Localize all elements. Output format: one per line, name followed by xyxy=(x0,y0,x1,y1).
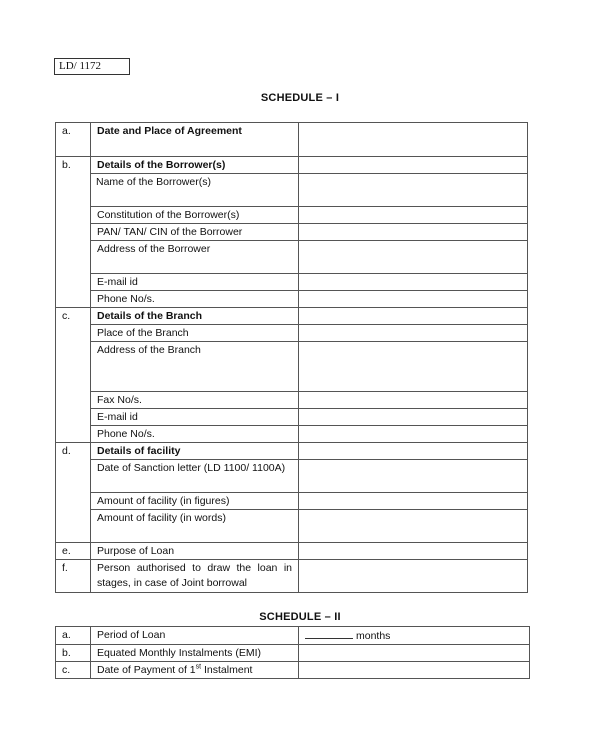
ordinal-suffix: st xyxy=(195,663,202,671)
schedule-1-title: SCHEDULE – I xyxy=(260,92,340,104)
field-label: Address of the Branch xyxy=(91,342,299,392)
table-row xyxy=(56,157,528,174)
row-letter: c. xyxy=(56,308,91,325)
field-label: Fax No/s. xyxy=(91,392,299,409)
table-row xyxy=(56,274,528,291)
value-cell[interactable] xyxy=(299,409,528,426)
field-label: Place of the Branch xyxy=(91,325,299,342)
value-cell[interactable] xyxy=(299,493,528,510)
table-row xyxy=(56,560,528,593)
table-row xyxy=(56,426,528,443)
field-label: Person authorised to draw the loan in stages, in case of Joint borrowal xyxy=(91,560,299,593)
table-row xyxy=(56,645,530,662)
field-label: Name of the Borrower(s) xyxy=(91,174,299,207)
row-letter: a. xyxy=(56,123,91,157)
value-cell[interactable] xyxy=(299,342,528,392)
table-row xyxy=(56,662,530,679)
table-row xyxy=(56,510,528,543)
label-suffix: Instalment xyxy=(201,664,253,676)
section-heading: Details of the Branch xyxy=(91,308,299,325)
row-letter: f. xyxy=(56,560,91,593)
table-row xyxy=(56,342,528,392)
value-cell[interactable] xyxy=(299,662,530,679)
value-cell xyxy=(299,157,528,174)
field-label: Constitution of the Borrower(s) xyxy=(91,207,299,224)
value-cell[interactable] xyxy=(299,510,528,543)
field-label: Address of the Borrower xyxy=(91,241,299,274)
table-row xyxy=(56,224,528,241)
value-cell xyxy=(299,443,528,460)
value-cell[interactable] xyxy=(299,325,528,342)
row-letter: a. xyxy=(56,627,91,645)
row-letter: b. xyxy=(56,157,91,174)
value-cell[interactable] xyxy=(299,560,528,593)
value-cell[interactable] xyxy=(299,291,528,308)
field-label: Equated Monthly Instalments (EMI) xyxy=(91,645,299,662)
table-row xyxy=(56,241,528,274)
value-cell[interactable] xyxy=(299,426,528,443)
table-row xyxy=(56,308,528,325)
months-unit: months xyxy=(356,630,391,642)
field-label: E-mail id xyxy=(91,409,299,426)
value-cell[interactable] xyxy=(299,460,528,493)
schedule-2-table xyxy=(55,626,530,679)
schedule-1-table xyxy=(55,122,528,593)
value-cell[interactable] xyxy=(299,207,528,224)
row-letter: c. xyxy=(56,662,91,679)
field-label: Amount of facility (in words) xyxy=(91,510,299,543)
table-row xyxy=(56,291,528,308)
value-cell[interactable] xyxy=(299,274,528,291)
section-heading: Details of facility xyxy=(91,443,299,460)
row-letter: e. xyxy=(56,543,91,560)
table-row xyxy=(56,493,528,510)
table-row xyxy=(56,174,528,207)
table-row xyxy=(56,325,528,342)
table-row xyxy=(56,123,528,157)
field-label: Date and Place of Agreement xyxy=(91,123,299,157)
table-row xyxy=(56,543,528,560)
field-label xyxy=(91,662,299,679)
value-cell xyxy=(299,308,528,325)
value-cell[interactable] xyxy=(299,543,528,560)
row-letter: d. xyxy=(56,443,91,460)
value-cell[interactable] xyxy=(299,241,528,274)
months-blank[interactable] xyxy=(305,628,353,639)
value-cell[interactable] xyxy=(299,174,528,207)
field-label: Amount of facility (in figures) xyxy=(91,493,299,510)
row-letter: b. xyxy=(56,645,91,662)
value-cell[interactable] xyxy=(299,123,528,157)
field-label: Date of Sanction letter (LD 1100/ 1100A) xyxy=(91,460,299,493)
reference-number: LD/ 1172 xyxy=(54,58,130,75)
field-label: PAN/ TAN/ CIN of the Borrower xyxy=(91,224,299,241)
value-cell[interactable] xyxy=(299,627,530,645)
field-label: Phone No/s. xyxy=(91,291,299,308)
table-row xyxy=(56,207,528,224)
value-cell[interactable] xyxy=(299,392,528,409)
table-row xyxy=(56,460,528,493)
table-row xyxy=(56,443,528,460)
field-label: Purpose of Loan xyxy=(91,543,299,560)
value-cell[interactable] xyxy=(299,224,528,241)
field-label: Period of Loan xyxy=(91,627,299,645)
value-cell[interactable] xyxy=(299,645,530,662)
field-label: E-mail id xyxy=(91,274,299,291)
section-heading: Details of the Borrower(s) xyxy=(91,157,299,174)
field-label: Phone No/s. xyxy=(91,426,299,443)
label-prefix: Date of Payment of 1 xyxy=(97,664,196,676)
schedule-2-title: SCHEDULE – II xyxy=(259,611,341,623)
table-row xyxy=(56,392,528,409)
table-row xyxy=(56,627,530,645)
table-row xyxy=(56,409,528,426)
